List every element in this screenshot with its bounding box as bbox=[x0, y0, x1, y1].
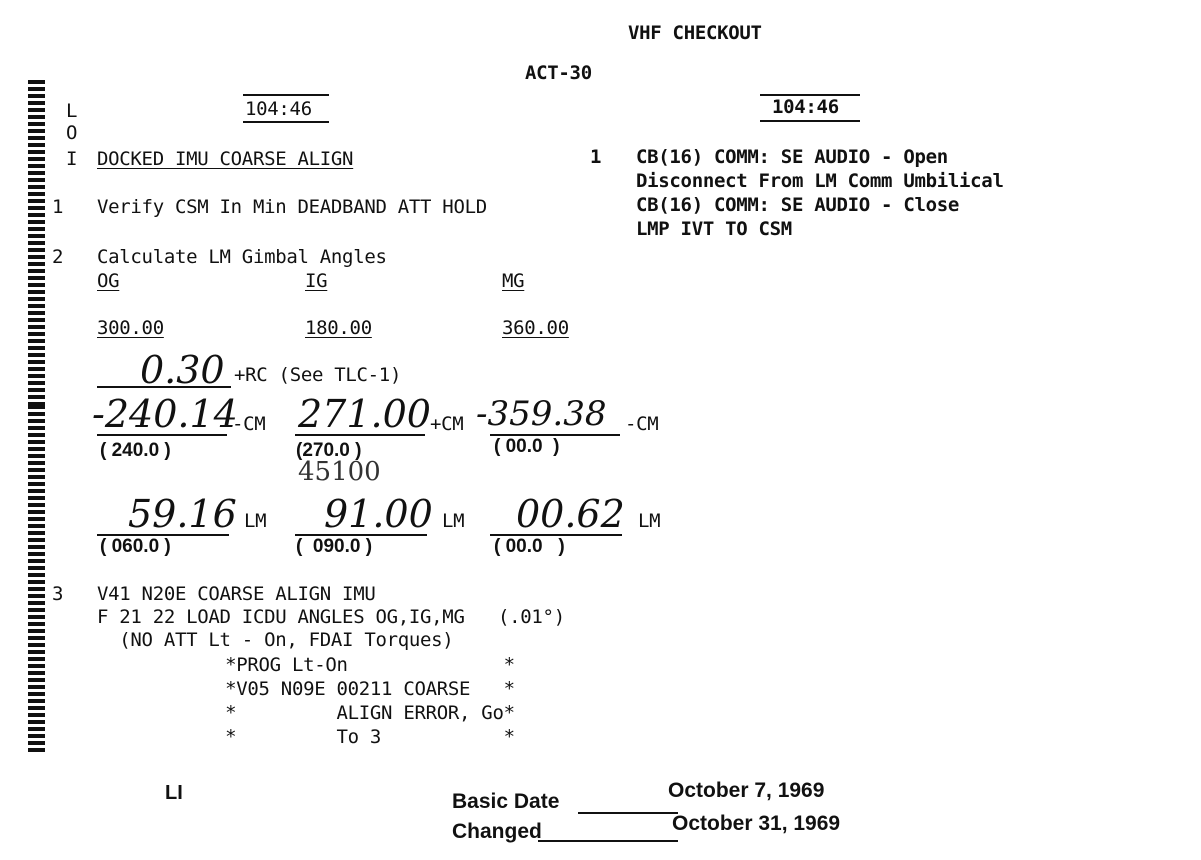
step3-line-5: *V05 N09E 00211 COARSE * bbox=[136, 678, 515, 700]
right-line-3: CB(16) COMM: SE AUDIO - Close bbox=[636, 194, 960, 216]
step1-text: Verify CSM In Min DEADBAND ATT HOLD bbox=[97, 196, 487, 218]
lm-og-printed: ( 060.0 ) bbox=[100, 536, 171, 557]
time-left: 104:46 bbox=[245, 98, 312, 120]
binding-strip-bottom bbox=[28, 405, 45, 755]
right-line-1: CB(16) COMM: SE AUDIO - Open bbox=[636, 146, 948, 168]
cm-og-label: -CM bbox=[232, 413, 266, 435]
step3-line-2: F 21 22 LOAD ICDU ANGLES OG,IG,MG (.01°) bbox=[97, 606, 565, 628]
step3-line-4: *PROG Lt-On * bbox=[136, 654, 515, 676]
gimbal-header-mg: MG bbox=[502, 270, 525, 292]
rc-label: +RC (See TLC-1) bbox=[234, 364, 402, 386]
basic-date-rule bbox=[578, 812, 678, 814]
cm-mg-label: -CM bbox=[625, 413, 659, 435]
cm-mg-handwritten: -359.38 bbox=[476, 394, 607, 434]
time-box-rule-left-bottom bbox=[243, 121, 329, 123]
lm-ig-handwritten: 91.00 bbox=[324, 492, 433, 536]
lm-mg-printed: ( 00.0 ) bbox=[494, 536, 565, 557]
page-title: VHF CHECKOUT bbox=[628, 22, 762, 44]
time-box-rule-right-bottom bbox=[760, 120, 860, 122]
step2-number: 2 bbox=[52, 246, 64, 268]
step3-line-6: * ALIGN ERROR, Go* bbox=[136, 702, 515, 724]
step1-number: 1 bbox=[52, 196, 64, 218]
page-id: LI bbox=[165, 782, 183, 804]
time-box-rule-left bbox=[243, 94, 329, 96]
gimbal-header-og: OG bbox=[97, 270, 120, 292]
binding-strip-top bbox=[28, 80, 45, 420]
margin-letter-i: I bbox=[66, 148, 78, 170]
changed-value: October 31, 1969 bbox=[672, 812, 841, 835]
right-step-number: 1 bbox=[590, 146, 602, 168]
cm-og-rule bbox=[97, 434, 227, 436]
page-code: ACT-30 bbox=[525, 62, 592, 84]
changed-label: Changed bbox=[452, 820, 542, 843]
cm-ig-handwritten: 271.00 bbox=[298, 392, 431, 436]
step3-line-1: V41 N20E COARSE ALIGN IMU bbox=[97, 583, 376, 605]
gimbal-header-ig: IG bbox=[305, 270, 328, 292]
cm-mg-printed: ( 00.0 ) bbox=[494, 436, 560, 457]
cm-ig-label: +CM bbox=[430, 413, 464, 435]
basic-date-value: October 7, 1969 bbox=[668, 779, 825, 802]
lm-mg-handwritten: 00.62 bbox=[516, 492, 625, 536]
right-line-2: Disconnect From LM Comm Umbilical bbox=[636, 170, 1004, 192]
cm-og-printed: ( 240.0 ) bbox=[100, 440, 171, 461]
time-right: 104:46 bbox=[772, 96, 839, 118]
lm-mg-label: LM bbox=[638, 510, 661, 532]
right-line-4: LMP IVT TO CSM bbox=[636, 218, 792, 240]
gimbal-value-ig: 180.00 bbox=[305, 317, 372, 339]
gimbal-value-og: 300.00 bbox=[97, 317, 164, 339]
rc-handwritten-value: 0.30 bbox=[140, 348, 225, 392]
step2-text: Calculate LM Gimbal Angles bbox=[97, 246, 387, 268]
step3-line-7: * To 3 * bbox=[136, 726, 515, 748]
cm-note-handwritten: 45100 bbox=[298, 457, 381, 487]
lm-og-handwritten: 59.16 bbox=[128, 492, 237, 536]
lm-og-label: LM bbox=[244, 510, 267, 532]
margin-letter-o: O bbox=[66, 122, 78, 144]
rc-rule bbox=[97, 386, 231, 388]
cm-ig-rule bbox=[295, 434, 425, 436]
cm-og-handwritten: -240.14 bbox=[92, 392, 238, 436]
basic-date-label: Basic Date bbox=[452, 790, 560, 813]
lm-ig-printed: ( 090.0 ) bbox=[296, 536, 373, 557]
cm-ig-printed: (270.0 ) bbox=[296, 440, 362, 461]
lm-ig-label: LM bbox=[442, 510, 465, 532]
step3-line-3: (NO ATT Lt - On, FDAI Torques) bbox=[97, 629, 454, 651]
changed-rule bbox=[538, 840, 678, 842]
step3-number: 3 bbox=[52, 583, 64, 605]
section-title: DOCKED IMU COARSE ALIGN bbox=[97, 148, 354, 170]
margin-letter-l: L bbox=[66, 100, 78, 122]
gimbal-value-mg: 360.00 bbox=[502, 317, 569, 339]
